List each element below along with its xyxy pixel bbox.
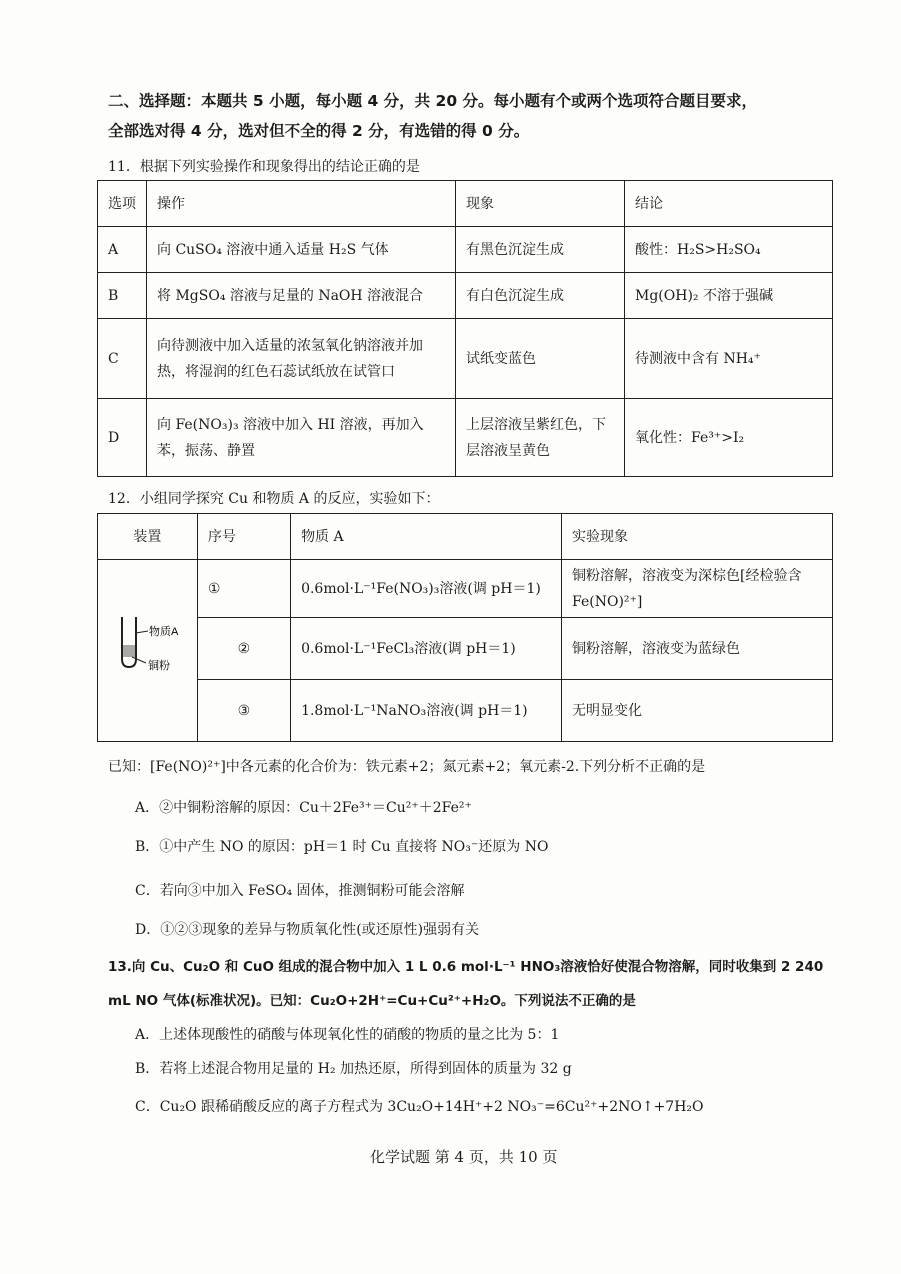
apparatus-cell [98,560,198,742]
table-header-row [98,514,833,560]
phenomenon-cell: 试纸变蓝色 [456,319,625,399]
header-cell: 实验现象 [562,514,833,560]
operation-cell: 向待测液中加入适量的浓氢氧化钠溶液并加热，将湿润的红色石蕊试纸放在试管口 [147,319,456,399]
option-cell: B [98,273,147,319]
table-row [98,273,833,319]
q12-stem: 12．小组同学探究 Cu 和物质 A 的反应，实验如下： [108,491,440,507]
serial-cell: ③ [197,680,290,742]
table-row [98,319,833,399]
table-header-row [98,181,833,227]
conclusion-cell: 酸性：H₂S>H₂SO₄ [625,227,833,273]
q12-known: 已知：[Fe(NO)²⁺]中各元素的化合价为：铁元素+2；氮元素+2；氧元素-2.下列分析不正确的是 [108,759,706,775]
option-cell: A [98,227,147,273]
header-cell: 装置 [98,514,198,560]
q12-option-c: C．若向③中加入 FeSO₄ 固体，推测铜粉可能会溶解 [135,883,465,899]
conclusion-cell: 氧化性：Fe³⁺>I₂ [625,399,833,477]
q12-option-a: A．②中铜粉溶解的原因：Cu＋2Fe³⁺＝Cu²⁺＋2Fe²⁺ [135,800,472,816]
header-cell: 选项 [98,181,147,227]
q11-stem: 11．根据下列实验操作和现象得出的结论正确的是 [108,159,420,175]
substance-cell: 0.6mol·L⁻¹Fe(NO₃)₃溶液(调 pH＝1) [291,560,562,618]
q11-table [97,180,833,477]
q13-option-b: B．若将上述混合物用足量的 H₂ 加热还原，所得到固体的质量为 32 g [135,1061,572,1077]
phenomenon-cell: 上层溶液呈紫红色，下层溶液呈黄色 [456,399,625,477]
q13-stem-line-2: mL NO 气体(标准状况)。已知：Cu₂O+2H⁺=Cu+Cu²⁺+H₂O。下列说法不正确的是 [108,993,636,1009]
substance-cell: 0.6mol·L⁻¹FeCl₃溶液(调 pH＝1) [291,618,562,680]
conclusion-cell: Mg(OH)₂ 不溶于强碱 [625,273,833,319]
table-row [98,680,833,742]
table-row [98,560,833,618]
operation-cell: 向 Fe(NO₃)₃ 溶液中加入 HI 溶液，再加入苯，振荡、静置 [147,399,456,477]
q12-option-d: D．①②③现象的差异与物质氧化性(或还原性)强弱有关 [135,922,480,938]
phenomenon-cell: 铜粉溶解，溶液变为深棕色[经检验含 Fe(NO)²⁺] [562,560,833,618]
section-heading [108,86,828,146]
label-substance-a: 物质A [149,626,179,638]
q12-option-b: B．①中产生 NO 的原因：pH＝1 时 Cu 直接将 NO₃⁻还原为 NO [135,839,549,855]
table-row [98,618,833,680]
serial-cell: ① [197,560,290,618]
header-cell: 序号 [197,514,290,560]
phenomenon-cell: 铜粉溶解，溶液变为蓝绿色 [562,618,833,680]
section-heading-line-2: 全部选对得 4 分，选对但不全的得 2 分，有选错的得 0 分。 [108,122,530,140]
table-row [98,399,833,477]
operation-cell: 将 MgSO₄ 溶液与足量的 NaOH 溶液混合 [147,273,456,319]
label-copper-powder: 铜粉 [148,660,171,672]
phenomenon-cell: 有黑色沉淀生成 [456,227,625,273]
header-cell: 操作 [147,181,456,227]
option-cell: D [98,399,147,477]
q13-option-c: C．Cu₂O 跟稀硝酸反应的离子方程式为 3Cu₂O+14H⁺+2 NO₃⁻=6Cu²⁺+2NO↑+7H₂O [135,1099,704,1115]
phenomenon-cell: 无明显变化 [562,680,833,742]
operation-cell: 向 CuSO₄ 溶液中通入适量 H₂S 气体 [147,227,456,273]
section-heading-line-1: 二、选择题：本题共 5 小题，每小题 4 分，共 20 分。每小题有个或两个选项符合题目要求， [108,92,758,110]
phenomenon-cell: 有白色沉淀生成 [456,273,625,319]
q13-stem-line-1: 13.向 Cu、Cu₂O 和 CuO 组成的混合物中加入 1 L 0.6 mol·L⁻¹ HNO₃溶液恰好使混合物溶解，同时收集到 2 240 [108,959,824,975]
q13-option-a: A．上述体现酸性的硝酸与体现氧化性的硝酸的物质的量之比为 5：1 [135,1027,560,1043]
option-cell: C [98,319,147,399]
header-cell: 现象 [456,181,625,227]
q12-table [97,513,833,742]
header-cell: 结论 [625,181,833,227]
table-row [98,227,833,273]
substance-cell: 1.8mol·L⁻¹NaNO₃溶液(调 pH＝1) [291,680,562,742]
header-cell: 物质 A [291,514,562,560]
conclusion-cell: 待测液中含有 NH₄⁺ [625,319,833,399]
test-tube-diagram [112,611,182,681]
page-footer: 化学试题 第 4 页，共 10 页 [370,1148,558,1166]
serial-cell: ② [197,618,290,680]
